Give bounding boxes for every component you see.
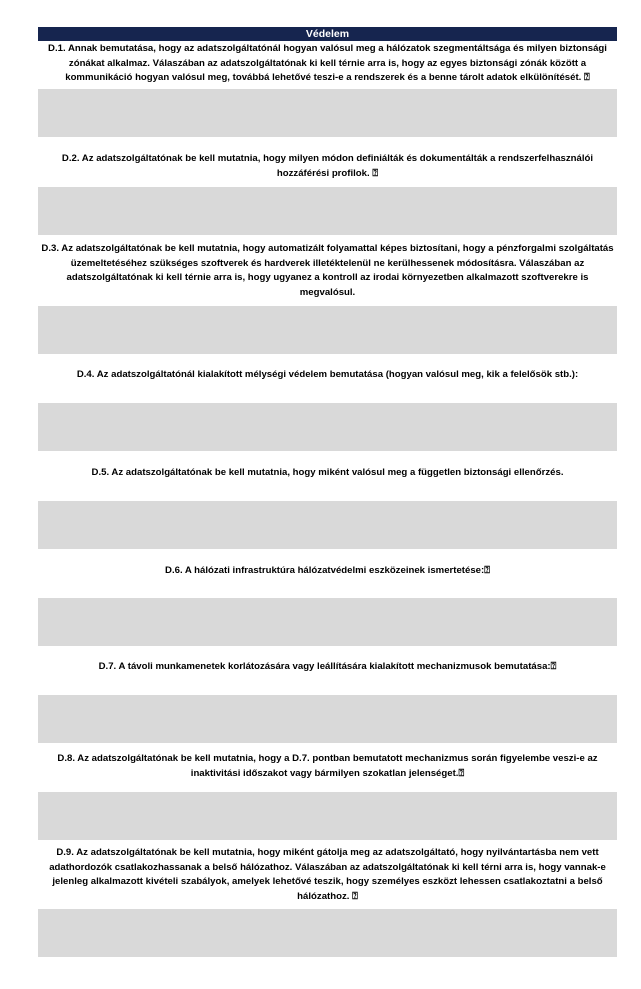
- answer-field-d1[interactable]: [38, 89, 617, 137]
- answer-field-d3[interactable]: [38, 306, 617, 354]
- question-d4: D.4. Az adatszolgáltatónál kialakított mélységi védelem bemutatása (hogyan valósul meg, kik a felelősök stb.):: [76, 369, 579, 380]
- answer-field-d8[interactable]: [38, 792, 617, 840]
- question-d3: D.3. Az adatszolgáltatónak be kell mutatnia, hogy automatizált folyamattal képes biztosítani, hogy a pénzforgalmi szolgáltatás üzemeltetéséhez szükséges szoftverek és hardverek illetéktelenül ne kerülhessenek módosításra. Válaszában az adatszolgáltatónak ki kell térnie arra is, hogy ugyanez a kontroll az irodai környezetben alkalmazott szoftverekre is megvalósul.: [41, 243, 614, 298]
- question-d8: D.8. Az adatszolgáltatónak be kell mutatnia, hogy a D.7. pontban bemutatott mechanizmus során figyelembe veszi-e az inaktivitási időszakot vagy bármilyen szokatlan jelenséget.⍰: [57, 753, 598, 779]
- answer-field-d7[interactable]: [38, 695, 617, 743]
- answer-field-d9[interactable]: [38, 909, 617, 957]
- question-d9: D.9. Az adatszolgáltatónak be kell mutatnia, hogy miként gátolja meg az adatszolgáltató, hogy nyilvántartásba nem vett adathordozók csatlakozhassanak a belső hálózathoz. Válaszában az adatszolgáltatónak ki kell térni arra is, hogy vannak-e jelenleg alkalmazott kivételi szabályok, amelyek lehetővé teszik, hogy személyes eszközt lehessen csatlakoztatni a belső hálózathoz. ⍰: [49, 847, 606, 902]
- section-header: Védelem: [38, 27, 617, 41]
- answer-field-d5[interactable]: [38, 501, 617, 549]
- question-d5: D.5. Az adatszolgáltatónak be kell mutatnia, hogy miként valósul meg a független biztonsági ellenőrzés.: [91, 467, 564, 478]
- question-d2: D.2. Az adatszolgáltatónak be kell mutatnia, hogy milyen módon definiálták és dokumentálták a rendszerfelhasználói hozzáférési profilok. ⍰: [61, 153, 594, 179]
- answer-field-d2[interactable]: [38, 187, 617, 235]
- question-d6: D.6. A hálózati infrastruktúra hálózatvédelmi eszközeinek ismertetése:⍰: [165, 565, 490, 576]
- question-d7: D.7. A távoli munkamenetek korlátozására vagy leállítására kialakított mechanizmusok bemutatása:⍰: [98, 661, 557, 672]
- answer-field-d4[interactable]: [38, 403, 617, 451]
- answer-field-d6[interactable]: [38, 598, 617, 646]
- question-d1: D.1. Annak bemutatása, hogy az adatszolgáltatónál hogyan valósul meg a hálózatok szegmentáltsága és milyen biztonsági zónákat alkalmaz. Válaszában az adatszolgáltatónak ki kell térnie arra is, hogy az egyes biztonsági zónák között a kommunikáció hogyan valósul meg, továbbá lehetővé teszi-e a rendszerek és a benne tárolt adatok elkülönítését. ⍰: [48, 43, 607, 84]
